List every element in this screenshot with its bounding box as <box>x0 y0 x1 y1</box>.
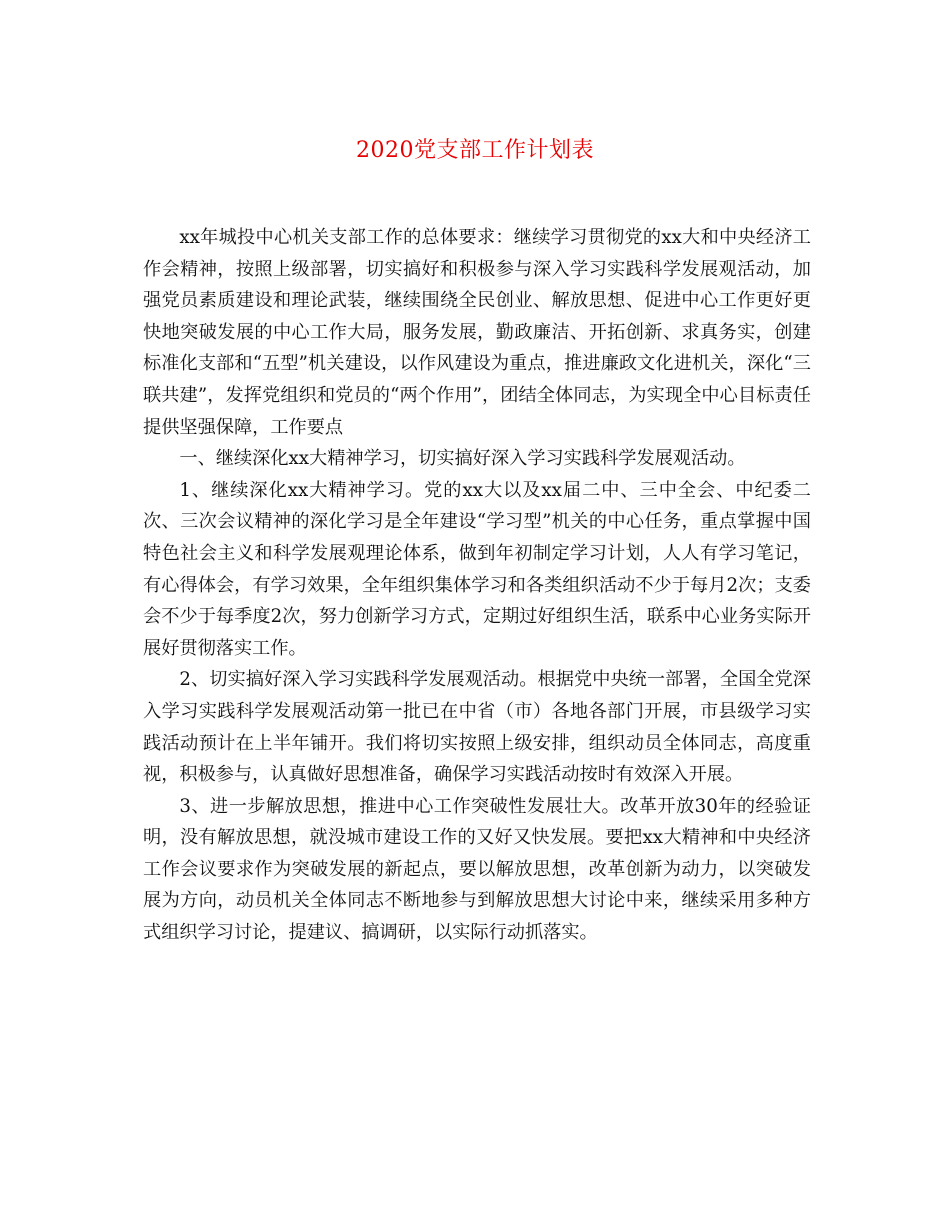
paragraph-section-1-heading: 一、继续深化xx大精神学习，切实搞好深入学习实践科学发展观活动。 <box>179 448 746 470</box>
document-body <box>143 222 811 949</box>
paragraph-intro: xx年城投中心机关支部工作的总体要求：继续学习贯彻党的xx大和中央经济工作会精神，按照上级部署，切实搞好和积极参与深入学习实践科学发展观活动，加强党员素质建设和理论武装，继续围绕全民创业、解放思想、促进中心工作更好更快地突破发展的中心工作大局，服务发展，勤政廉洁、开拓创新、求真务实，创建标准化支部和“五型”机关建设，以作风建设为重点，推进廉政文化进机关，深化“三联共建”，发挥党组织和党员的“两个作用”，团结全体同志，为实现全中心目标责任提供坚强保障，工作要点 <box>143 227 811 438</box>
document-title: 2020党支部工作计划表 <box>356 138 594 163</box>
paragraph-item-2: 2、切实搞好深入学习实践科学发展观活动。根据党中央统一部署，全国全党深入学习实践科学发展观活动第一批已在中省（市）各地各部门开展，市县级学习实践活动预计在上半年铺开。我们将切实按照上级安排，组织动员全体同志，高度重视，积极参与，认真做好思想准备，确保学习实践活动按时有效深入开展。 <box>143 669 811 786</box>
paragraph-item-1: 1、继续深化xx大精神学习。党的xx大以及xx届二中、三中全会、中纪委二次、三次会议精神的深化学习是全年建设“学习型”机关的中心任务，重点掌握中国特色社会主义和科学发展观理论体系，做到年初制定学习计划，人人有学习笔记，有心得体会，有学习效果，全年组织集体学习和各类组织活动不少于每月2次；支委会不少于每季度2次，努力创新学习方式，定期过好组织生活，联系中心业务实际开展好贯彻落实工作。 <box>143 479 811 659</box>
paragraph-item-3: 3、进一步解放思想，推进中心工作突破性发展壮大。改革开放30年的经验证明，没有解放思想，就没城市建设工作的又好又快发展。要把xx大精神和中央经济工作会议要求作为突破发展的新起点，要以解放思想，改革创新为动力，以突破发展为方向，动员机关全体同志不断地参与到解放思想大讨论中来，继续采用多种方式组织学习讨论，提建议、搞调研，以实际行动抓落实。 <box>143 795 811 944</box>
